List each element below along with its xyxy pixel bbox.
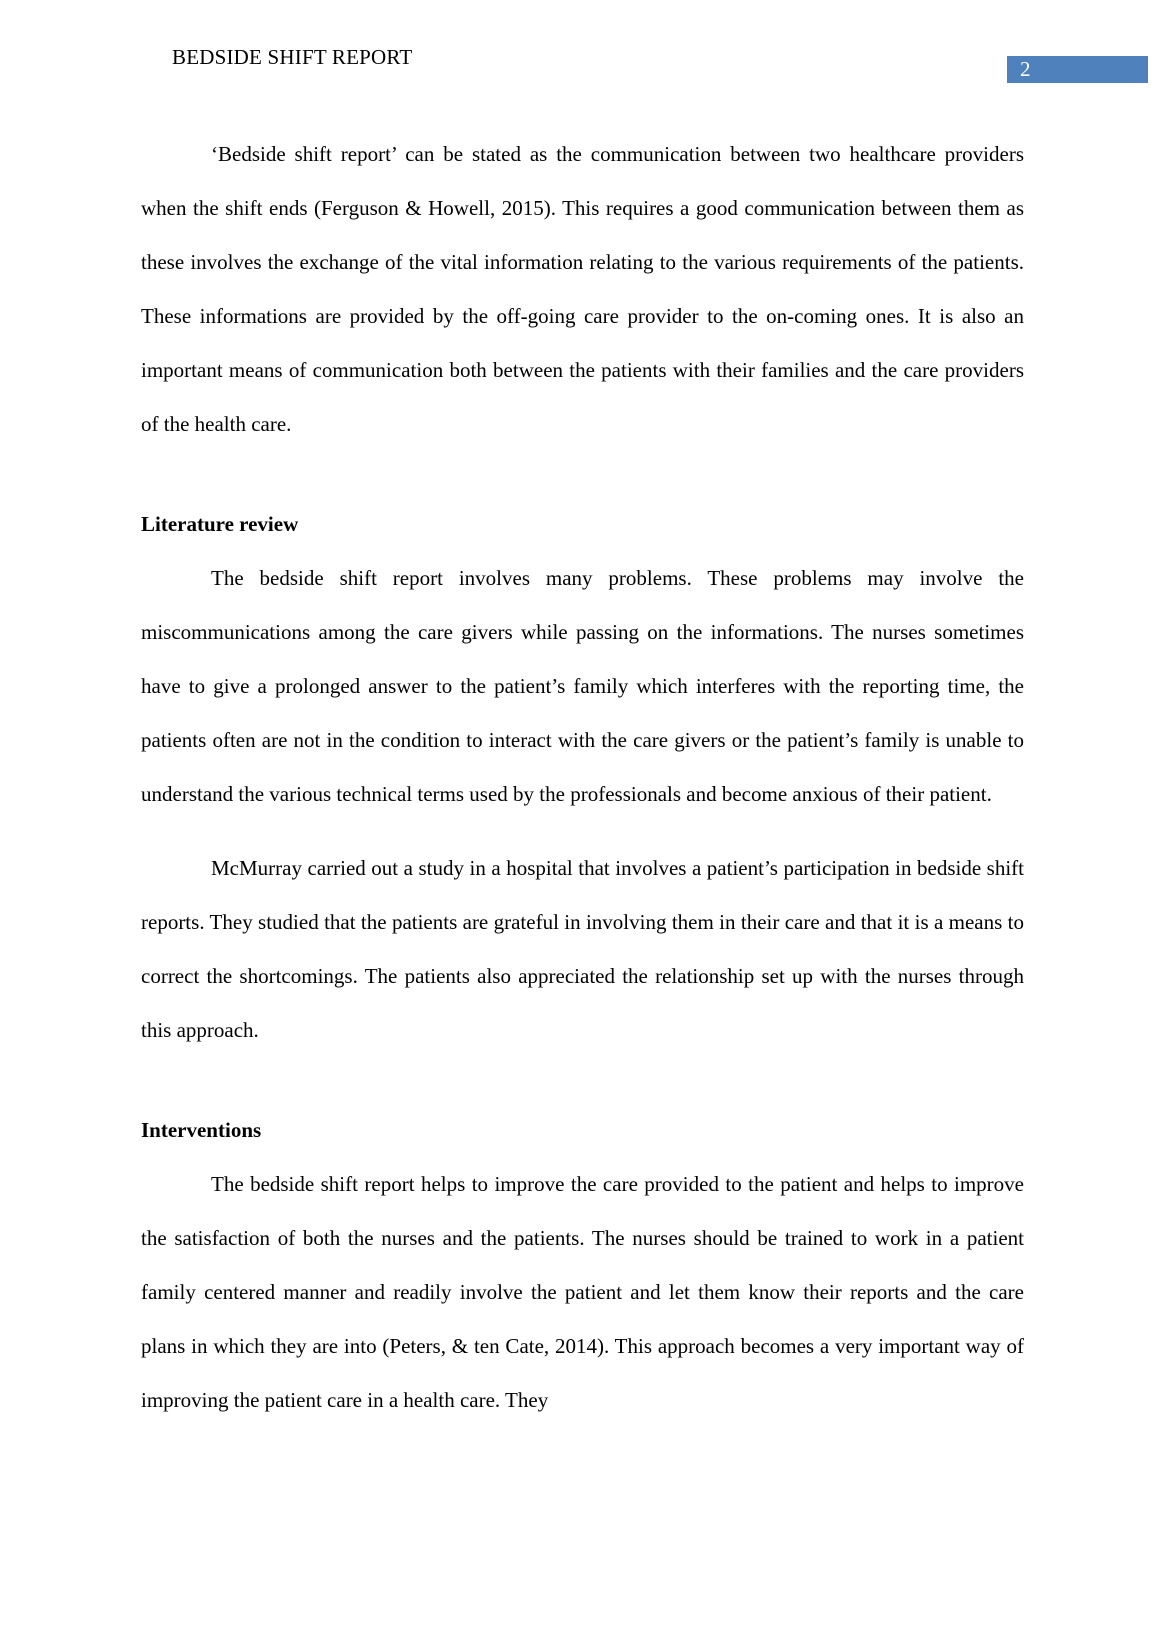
- running-head: BEDSIDE SHIFT REPORT: [172, 45, 413, 69]
- page-number-badge: [1007, 56, 1148, 83]
- section-heading-literature-review: Literature review: [141, 512, 299, 536]
- section-spacer: [141, 1057, 1024, 1103]
- document-body: [141, 127, 1024, 1427]
- page-number: 2: [1020, 57, 1031, 81]
- literature-review-paragraph-1: The bedside shift report involves many problems. These problems may involve the miscommunications among the care givers while passing on the informations. The nurses sometimes have to give a prolonged answer to the patient’s family which interferes with the reporting time, the patients often are not in the condition to interact with the care givers or the patient’s family is unable to understand the various technical terms used by the professionals and become anxious of their patient.: [141, 566, 1024, 806]
- interventions-paragraph-1: The bedside shift report helps to improve the care provided to the patient and helps to improve the satisfaction of both the nurses and the patients. The nurses should be trained to work in a patient family centered manner and readily involve the patient and let them know their reports and the care plans in which they are into (Peters, & ten Cate, 2014). This approach becomes a very important way of improving the patient care in a health care. They: [141, 1172, 1024, 1412]
- intro-paragraph: ‘Bedside shift report’ can be stated as the communication between two healthcare providers when the shift ends (Ferguson & Howell, 2015). This requires a good communication between them as these involves the exchange of the vital information relating to the various requirements of the patients. These informations are provided by the off-going care provider to the on-coming ones. It is also an important means of communication both between the patients with their families and the care providers of the health care.: [141, 142, 1024, 436]
- literature-review-paragraph-2: McMurray carried out a study in a hospital that involves a patient’s participation in bedside shift reports. They studied that the patients are grateful in involving them in their care and that it is a means to correct the shortcomings. The patients also appreciated the relationship set up with the nurses through this approach.: [141, 856, 1024, 1042]
- section-spacer: [141, 451, 1024, 497]
- section-heading-interventions: Interventions: [141, 1118, 262, 1142]
